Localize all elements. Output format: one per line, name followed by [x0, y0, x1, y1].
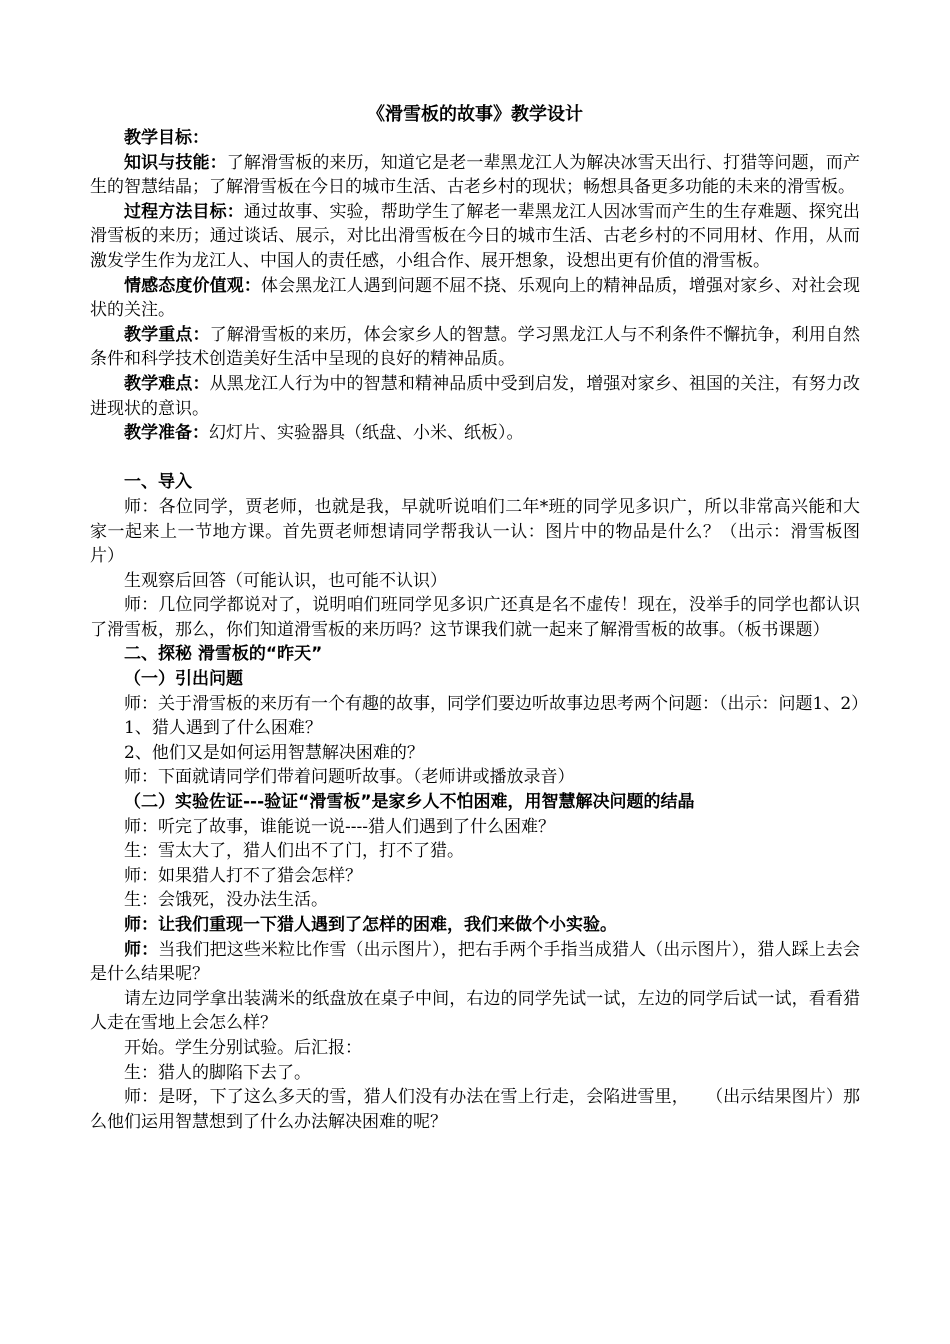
- key-point-text: 了解滑雪板的来历，体会家乡人的智慧。学习黑龙江人与不利条件不懈抗争，利用自然条件和科学技术创造美好生活中呈现的良好的精神品质。: [90, 324, 861, 370]
- document-body: [90, 126, 869, 1134]
- process-method-paragraph: [90, 200, 860, 274]
- emotion-label: 情感态度价值观：: [124, 275, 261, 296]
- intro-student-paragraph: 生观察后回答（可能认识，也可能不认识）: [124, 570, 447, 591]
- knowledge-skills-paragraph: [90, 151, 860, 200]
- difficulty-text: 从黑龙江人行为中的智慧和精神品质中受到启发，增强对家乡、祖国的关注，有努力改进现状的意识。: [90, 373, 861, 419]
- dialogue-line: 生：会饿死，没办法生活。: [124, 890, 328, 911]
- page-title: 《滑雪板的故事》教学设计: [367, 104, 583, 125]
- dialogue-line: 师：如果猎人打不了猎会怎样？: [124, 865, 362, 886]
- question-2: 2、他们又是如何运用智慧解决困难的？: [124, 742, 424, 763]
- dialogue-line: 生：雪太大了，猎人们出不了门，打不了猎。: [124, 841, 464, 862]
- knowledge-label: 知识与技能：: [124, 152, 227, 173]
- process-text: 通过故事、实验，帮助学生了解老一辈黑龙江人因冰雪而产生的生存难题、探究出滑雪板的来历；通过谈话、展示，对比出滑雪板在今日的城市生活、古老乡村的不同用材、作用，从而激发学生作为龙江人、中国人的责任感，小组合作、展开想象，设想出更有价值的滑雪板。: [90, 201, 861, 271]
- preparation-paragraph: [90, 421, 860, 446]
- story-paragraph: 师：下面就请同学们带着问题听故事。（老师讲或播放录音）: [124, 767, 575, 788]
- dialogue-line: 师：听完了故事，谁能说一说----猎人们遇到了什么困难？: [124, 816, 555, 837]
- subsection-heading-question: （一）引出问题: [124, 669, 243, 690]
- process-label: 过程方法目标：: [124, 201, 244, 222]
- instruction-paragraph: 请左边同学拿出装满米的纸盘放在桌子中间，右边的同学先试一试，左边的同学后试一试，看看猎人走在雪地上会怎么样？: [90, 988, 860, 1034]
- emotion-values-paragraph: [90, 274, 860, 323]
- difficulty-paragraph: [90, 372, 860, 421]
- question-1: 1、猎人遇到了什么困难？: [124, 718, 322, 739]
- preparation-text: 幻灯片、实验器具（纸盘、小米、纸板）。: [209, 423, 524, 444]
- emotion-text: 体会黑龙江人遇到问题不屈不挠、乐观向上的精神品质，增强对家乡、对社会现状的关注。: [90, 275, 860, 321]
- dialogue-line: 开始。学生分别试验。后汇报：: [124, 1037, 362, 1058]
- section-heading-explore: 二、探秘 滑雪板的“昨天”: [124, 644, 323, 665]
- subsection-heading-experiment: （二）实验佐证---验证“滑雪板”是家乡人不怕困难，用智慧解决问题的结晶: [124, 792, 695, 813]
- experiment-text: 当我们把这些米粒比作雪（出示图片），把右手两个手指当成猎人（出示图片），猎人踩上去会是什么结果呢？: [90, 939, 860, 985]
- intro-teacher-paragraph-1: 师：各位同学，贾老师，也就是我，早就听说咱们二年*班的同学见多识广，所以非常高兴能和大家一起来上一节地方课。首先贾老师想请同学帮我认一认：图片中的物品是什么？（出示：滑雪板图片）: [90, 496, 860, 567]
- blank-line: [90, 446, 860, 471]
- dialogue-line: 生：猎人的脚陷下去了。: [124, 1062, 311, 1083]
- key-point-label: 教学重点：: [124, 324, 210, 345]
- dialogue-line-bold: 师：让我们重现一下猎人遇到了怎样的困难，我们来做个小实验。: [124, 915, 617, 935]
- knowledge-text: 了解滑雪板的来历，知道它是老一辈黑龙江人为解决冰雪天出行、打猎等问题，而产生的智慧结晶；了解滑雪板在今日的城市生活、古老乡村的现状；畅想具备更多功能的未来的滑雪板。: [90, 152, 861, 198]
- teacher-label: 师：: [124, 939, 159, 960]
- preparation-label: 教学准备：: [124, 423, 209, 444]
- section-heading-intro: 一、导入: [124, 472, 192, 493]
- key-point-paragraph: [90, 323, 860, 372]
- closing-paragraph: 师：是呀，下了这么多天的雪，猎人们没有办法在雪上行走，会陷进雪里， （出示结果图片）那么他们运用智慧想到了什么办法解决困难的呢？: [90, 1087, 860, 1132]
- difficulty-label: 教学难点：: [124, 373, 210, 394]
- intro-teacher-paragraph-2: 师：几位同学都说对了，说明咱们班同学见多识广还真是名不虚传！现在，没举手的同学也都认识了滑雪板，那么，你们知道滑雪板的来历吗？这节课我们就一起来了解滑雪板的故事。（板书课题）: [90, 595, 860, 640]
- question-intro-paragraph: 师：关于滑雪板的来历有一个有趣的故事，同学们要边听故事边思考两个问题：（出示：问题1、2）: [124, 693, 869, 714]
- dialogue-experiment-paragraph: [90, 938, 860, 987]
- objectives-heading: 教学目标：: [124, 128, 209, 148]
